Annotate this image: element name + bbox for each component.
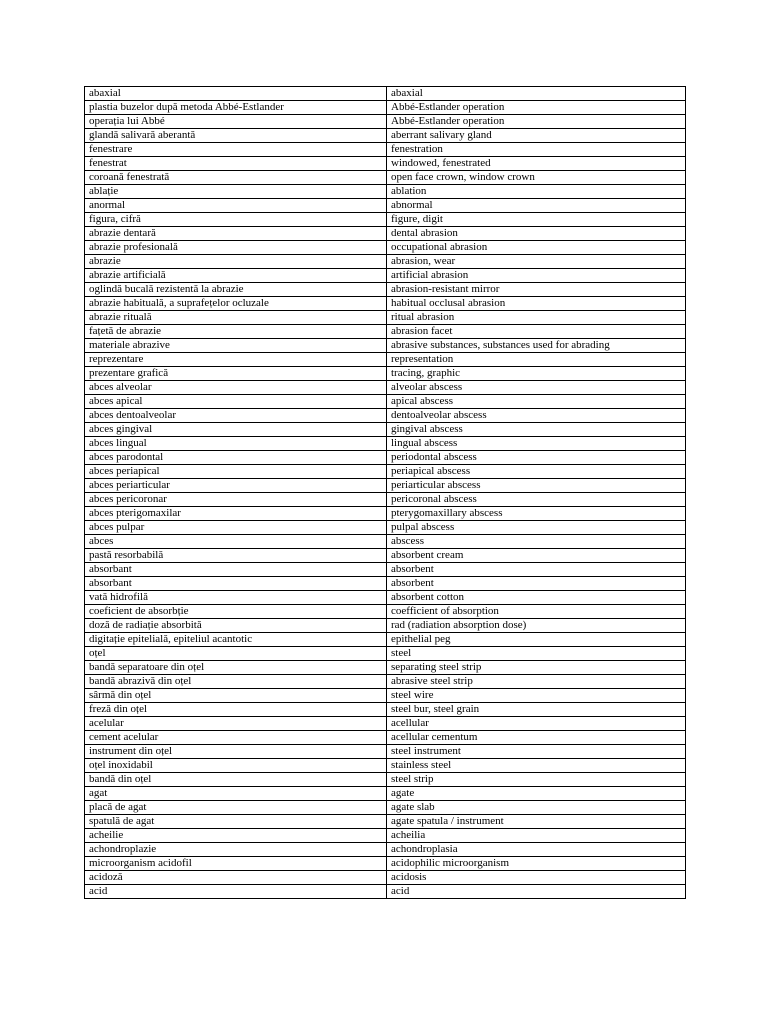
- english-term-cell: gingival abscess: [387, 423, 686, 437]
- table-row: [85, 87, 686, 101]
- table-row: [85, 367, 686, 381]
- english-term-cell: pericoronal abscess: [387, 493, 686, 507]
- romanian-term-cell: oglindă bucală rezistentă la abrazie: [85, 283, 387, 297]
- table-row: [85, 759, 686, 773]
- english-term-cell: fenestration: [387, 143, 686, 157]
- english-term-cell: coefficient of absorption: [387, 605, 686, 619]
- table-row: [85, 619, 686, 633]
- english-term-cell: abaxial: [387, 87, 686, 101]
- english-term-cell: abnormal: [387, 199, 686, 213]
- romanian-term-cell: abces apical: [85, 395, 387, 409]
- romanian-term-cell: abrazie profesională: [85, 241, 387, 255]
- romanian-term-cell: oțel inoxidabil: [85, 759, 387, 773]
- table-row: [85, 633, 686, 647]
- english-term-cell: agate slab: [387, 801, 686, 815]
- romanian-term-cell: microorganism acidofil: [85, 857, 387, 871]
- romanian-term-cell: ablație: [85, 185, 387, 199]
- english-term-cell: absorbent cotton: [387, 591, 686, 605]
- table-row: [85, 311, 686, 325]
- table-row: [85, 717, 686, 731]
- romanian-term-cell: abces pericoronar: [85, 493, 387, 507]
- english-term-cell: periarticular abscess: [387, 479, 686, 493]
- english-term-cell: absorbent cream: [387, 549, 686, 563]
- table-row: [85, 843, 686, 857]
- english-term-cell: absorbent: [387, 563, 686, 577]
- romanian-term-cell: abrazie: [85, 255, 387, 269]
- english-term-cell: abrasion facet: [387, 325, 686, 339]
- english-term-cell: pterygomaxillary abscess: [387, 507, 686, 521]
- table-row: [85, 115, 686, 129]
- table-row: [85, 241, 686, 255]
- english-term-cell: abrasive substances, substances used for abrading: [387, 339, 686, 353]
- romanian-term-cell: abces alveolar: [85, 381, 387, 395]
- table-row: [85, 325, 686, 339]
- table-row: [85, 185, 686, 199]
- table-row: [85, 815, 686, 829]
- table-row: [85, 857, 686, 871]
- romanian-term-cell: sârmă din oțel: [85, 689, 387, 703]
- english-term-cell: steel strip: [387, 773, 686, 787]
- romanian-term-cell: achondroplazie: [85, 843, 387, 857]
- table-row: [85, 801, 686, 815]
- table-row: [85, 465, 686, 479]
- romanian-term-cell: bandă din oțel: [85, 773, 387, 787]
- table-row: [85, 353, 686, 367]
- table-row: [85, 703, 686, 717]
- romanian-term-cell: abces periarticular: [85, 479, 387, 493]
- romanian-term-cell: abrazie artificială: [85, 269, 387, 283]
- table-row: [85, 591, 686, 605]
- english-term-cell: figure, digit: [387, 213, 686, 227]
- table-row: [85, 535, 686, 549]
- english-term-cell: pulpal abscess: [387, 521, 686, 535]
- romanian-term-cell: absorbant: [85, 563, 387, 577]
- english-term-cell: acid: [387, 885, 686, 899]
- english-term-cell: alveolar abscess: [387, 381, 686, 395]
- romanian-term-cell: reprezentare: [85, 353, 387, 367]
- english-term-cell: acidophilic microorganism: [387, 857, 686, 871]
- table-row: [85, 885, 686, 899]
- romanian-term-cell: pastă resorbabilă: [85, 549, 387, 563]
- romanian-term-cell: materiale abrazive: [85, 339, 387, 353]
- table-row: [85, 339, 686, 353]
- english-term-cell: Abbé-Estlander operation: [387, 101, 686, 115]
- english-term-cell: agate spatula / instrument: [387, 815, 686, 829]
- english-term-cell: habitual occlusal abrasion: [387, 297, 686, 311]
- romanian-term-cell: abaxial: [85, 87, 387, 101]
- english-term-cell: ritual abrasion: [387, 311, 686, 325]
- english-term-cell: ablation: [387, 185, 686, 199]
- english-term-cell: periodontal abscess: [387, 451, 686, 465]
- english-term-cell: steel wire: [387, 689, 686, 703]
- romanian-term-cell: cement acelular: [85, 731, 387, 745]
- romanian-term-cell: abces periapical: [85, 465, 387, 479]
- table-row: [85, 871, 686, 885]
- table-row: [85, 507, 686, 521]
- english-term-cell: dental abrasion: [387, 227, 686, 241]
- english-term-cell: occupational abrasion: [387, 241, 686, 255]
- english-term-cell: representation: [387, 353, 686, 367]
- romanian-term-cell: abrazie rituală: [85, 311, 387, 325]
- table-row: [85, 577, 686, 591]
- glossary-table: [84, 86, 686, 899]
- english-term-cell: acidosis: [387, 871, 686, 885]
- table-row: [85, 563, 686, 577]
- glossary-table-body: [85, 87, 686, 899]
- romanian-term-cell: abces pterigomaxilar: [85, 507, 387, 521]
- romanian-term-cell: fenestrare: [85, 143, 387, 157]
- table-row: [85, 549, 686, 563]
- table-row: [85, 171, 686, 185]
- romanian-term-cell: spatulă de agat: [85, 815, 387, 829]
- english-term-cell: steel: [387, 647, 686, 661]
- table-row: [85, 451, 686, 465]
- english-term-cell: periapical abscess: [387, 465, 686, 479]
- romanian-term-cell: absorbant: [85, 577, 387, 591]
- table-row: [85, 409, 686, 423]
- romanian-term-cell: agat: [85, 787, 387, 801]
- romanian-term-cell: freză din oțel: [85, 703, 387, 717]
- table-row: [85, 787, 686, 801]
- english-term-cell: abrasive steel strip: [387, 675, 686, 689]
- table-row: [85, 605, 686, 619]
- english-term-cell: windowed, fenestrated: [387, 157, 686, 171]
- romanian-term-cell: abces dentoalveolar: [85, 409, 387, 423]
- romanian-term-cell: operația lui Abbé: [85, 115, 387, 129]
- table-row: [85, 129, 686, 143]
- english-term-cell: apical abscess: [387, 395, 686, 409]
- table-row: [85, 437, 686, 451]
- english-term-cell: artificial abrasion: [387, 269, 686, 283]
- table-row: [85, 661, 686, 675]
- table-row: [85, 521, 686, 535]
- english-term-cell: acheilia: [387, 829, 686, 843]
- romanian-term-cell: coroană fenestrată: [85, 171, 387, 185]
- romanian-term-cell: acheilie: [85, 829, 387, 843]
- english-term-cell: abrasion-resistant mirror: [387, 283, 686, 297]
- romanian-term-cell: plastia buzelor după metoda Abbé-Estlander: [85, 101, 387, 115]
- english-term-cell: open face crown, window crown: [387, 171, 686, 185]
- table-row: [85, 143, 686, 157]
- romanian-term-cell: figura, cifră: [85, 213, 387, 227]
- romanian-term-cell: abces gingival: [85, 423, 387, 437]
- romanian-term-cell: oțel: [85, 647, 387, 661]
- table-row: [85, 199, 686, 213]
- romanian-term-cell: abces pulpar: [85, 521, 387, 535]
- table-row: [85, 213, 686, 227]
- table-row: [85, 479, 686, 493]
- english-term-cell: achondroplasia: [387, 843, 686, 857]
- table-row: [85, 157, 686, 171]
- english-term-cell: absorbent: [387, 577, 686, 591]
- romanian-term-cell: abces lingual: [85, 437, 387, 451]
- english-term-cell: acellular: [387, 717, 686, 731]
- table-row: [85, 395, 686, 409]
- table-row: [85, 227, 686, 241]
- table-row: [85, 493, 686, 507]
- romanian-term-cell: placă de agat: [85, 801, 387, 815]
- english-term-cell: steel bur, steel grain: [387, 703, 686, 717]
- romanian-term-cell: vată hidrofilă: [85, 591, 387, 605]
- english-term-cell: tracing, graphic: [387, 367, 686, 381]
- table-row: [85, 381, 686, 395]
- english-term-cell: stainless steel: [387, 759, 686, 773]
- romanian-term-cell: abrazie dentară: [85, 227, 387, 241]
- table-row: [85, 255, 686, 269]
- english-term-cell: steel instrument: [387, 745, 686, 759]
- english-term-cell: rad (radiation absorption dose): [387, 619, 686, 633]
- english-term-cell: acellular cementum: [387, 731, 686, 745]
- table-row: [85, 269, 686, 283]
- table-row: [85, 101, 686, 115]
- english-term-cell: agate: [387, 787, 686, 801]
- table-row: [85, 675, 686, 689]
- english-term-cell: lingual abscess: [387, 437, 686, 451]
- romanian-term-cell: abrazie habituală, a suprafețelor ocluzale: [85, 297, 387, 311]
- table-row: [85, 423, 686, 437]
- english-term-cell: separating steel strip: [387, 661, 686, 675]
- romanian-term-cell: anormal: [85, 199, 387, 213]
- english-term-cell: dentoalveolar abscess: [387, 409, 686, 423]
- romanian-term-cell: abces: [85, 535, 387, 549]
- romanian-term-cell: acidoză: [85, 871, 387, 885]
- romanian-term-cell: instrument din oțel: [85, 745, 387, 759]
- table-row: [85, 829, 686, 843]
- romanian-term-cell: doză de radiație absorbită: [85, 619, 387, 633]
- romanian-term-cell: fenestrat: [85, 157, 387, 171]
- table-row: [85, 689, 686, 703]
- table-row: [85, 745, 686, 759]
- romanian-term-cell: coeficient de absorbție: [85, 605, 387, 619]
- romanian-term-cell: glandă salivară aberantă: [85, 129, 387, 143]
- romanian-term-cell: bandă abrazivă din oțel: [85, 675, 387, 689]
- table-row: [85, 731, 686, 745]
- english-term-cell: abscess: [387, 535, 686, 549]
- romanian-term-cell: abces parodontal: [85, 451, 387, 465]
- table-row: [85, 297, 686, 311]
- romanian-term-cell: fațetă de abrazie: [85, 325, 387, 339]
- table-row: [85, 773, 686, 787]
- english-term-cell: epithelial peg: [387, 633, 686, 647]
- english-term-cell: aberrant salivary gland: [387, 129, 686, 143]
- romanian-term-cell: bandă separatoare din oțel: [85, 661, 387, 675]
- table-row: [85, 647, 686, 661]
- romanian-term-cell: digitație epitelială, epiteliul acantotic: [85, 633, 387, 647]
- romanian-term-cell: prezentare grafică: [85, 367, 387, 381]
- english-term-cell: Abbé-Estlander operation: [387, 115, 686, 129]
- english-term-cell: abrasion, wear: [387, 255, 686, 269]
- table-row: [85, 283, 686, 297]
- romanian-term-cell: acid: [85, 885, 387, 899]
- romanian-term-cell: acelular: [85, 717, 387, 731]
